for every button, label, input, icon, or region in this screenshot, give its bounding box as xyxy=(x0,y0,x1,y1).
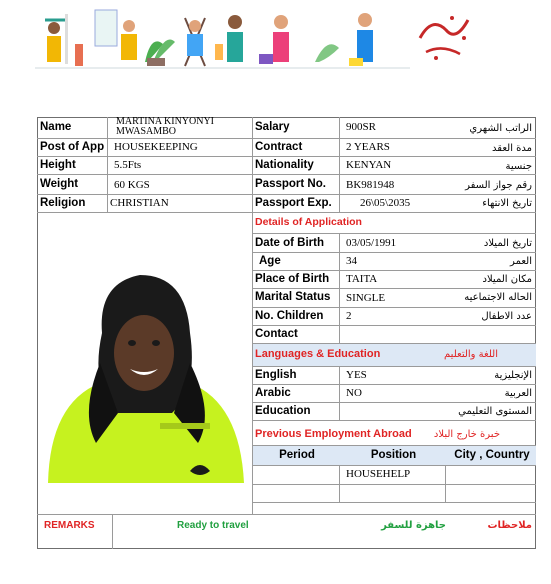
marital-label: Marital Status xyxy=(255,291,331,303)
salary-arabic: الراتب الشهري xyxy=(469,123,532,134)
nationality-arabic: جنسية xyxy=(505,161,532,172)
weight-value: 60 KGS xyxy=(114,179,150,191)
nationality-value: KENYAN xyxy=(346,159,392,171)
marital-arabic: الحاله الاجتماعيه xyxy=(464,292,532,303)
remarks-arabic: ملاحظات xyxy=(487,520,532,531)
children-label: No. Children xyxy=(255,310,324,322)
arabic-label: Arabic xyxy=(255,387,291,399)
passport-arabic: رقم جواز السفر xyxy=(465,180,532,191)
expiry-value: 26\05\2035 xyxy=(360,197,411,209)
age-value: 34 xyxy=(346,255,357,267)
education-arabic: المستوى التعليمي xyxy=(458,406,532,417)
languages-title: Languages & Education xyxy=(255,348,381,360)
pob-label: Place of Birth xyxy=(255,273,330,285)
height-value: 5.5Fts xyxy=(114,159,142,171)
remarks-label: REMARKS xyxy=(44,520,95,531)
name-label: Name xyxy=(40,121,72,133)
employment-title-arabic: خبرة خارج البلاد xyxy=(433,429,500,440)
english-value: YES xyxy=(346,369,367,381)
expiry-arabic: تاريخ الانتهاء xyxy=(482,198,532,209)
dob-value: 03/05/1991 xyxy=(346,237,397,249)
age-arabic: العمر xyxy=(510,256,532,267)
nationality-label: Nationality xyxy=(255,159,314,171)
education-label: Education xyxy=(255,405,311,417)
languages-title-arabic: اللغة والتعليم xyxy=(444,349,498,360)
vacuum-figure xyxy=(259,15,289,64)
company-logo xyxy=(412,8,482,66)
passport-value: BK981948 xyxy=(346,179,395,191)
col-position: Position xyxy=(370,449,417,461)
cleaning-staff-banner xyxy=(35,4,410,72)
religion-value: CHRISTIAN xyxy=(110,197,169,209)
window-cleaner-figure xyxy=(75,10,137,66)
expiry-label: Passport Exp. xyxy=(255,197,332,209)
ladder-cleaner-figure xyxy=(45,14,68,64)
dob-label: Date of Birth xyxy=(255,237,324,249)
col-period: Period xyxy=(279,449,315,461)
height-label: Height xyxy=(40,159,76,171)
arabic-value: NO xyxy=(346,387,362,399)
post-value: HOUSEKEEPING xyxy=(114,141,198,153)
english-label: English xyxy=(255,369,297,381)
pob-value: TAITA xyxy=(346,273,378,285)
col-city-country: City , Country xyxy=(454,449,530,461)
name-value: MARTINA KINYONYI MWASAMBO xyxy=(116,117,215,137)
applicant-photo xyxy=(40,213,251,508)
children-value: 2 xyxy=(346,310,352,322)
sprayer-figure xyxy=(215,15,243,62)
age-label: Age xyxy=(259,255,281,267)
details-title: Details of Application xyxy=(255,216,362,228)
contract-label: Contract xyxy=(255,141,303,153)
plant-decoration xyxy=(145,40,175,67)
ready-to-travel-arabic: جاهزة للسفر xyxy=(381,520,446,531)
passport-label: Passport No. xyxy=(255,178,326,190)
arabic-calligraphy-logo xyxy=(412,8,482,66)
weight-label: Weight xyxy=(40,178,79,190)
pob-arabic: مكان الميلاد xyxy=(482,274,532,285)
arabic-arabic: العربية xyxy=(504,388,532,399)
contract-arabic: مدة العقد xyxy=(492,143,532,154)
contact-label: Contact xyxy=(255,328,298,340)
ladder-figure xyxy=(185,18,205,66)
contract-value: 2 YEARS xyxy=(346,141,390,153)
face-shape xyxy=(114,315,174,391)
mop-figure xyxy=(315,13,373,66)
salary-value: 900SR xyxy=(346,121,376,133)
religion-label: Religion xyxy=(40,197,86,209)
english-arabic: الإنجليزية xyxy=(494,370,532,381)
ready-to-travel: Ready to travel xyxy=(177,520,249,531)
employment-title: Previous Employment Abroad xyxy=(255,428,412,440)
children-arabic: عدد الاطفال xyxy=(481,311,532,322)
marital-value: SINGLE xyxy=(346,292,386,304)
salary-label: Salary xyxy=(255,121,290,133)
dob-arabic: تاريخ الميلاد xyxy=(483,238,532,249)
employment-position: HOUSEHELP xyxy=(346,468,411,480)
applicant-portrait-illustration xyxy=(40,213,251,508)
post-label: Post of App xyxy=(40,141,105,153)
